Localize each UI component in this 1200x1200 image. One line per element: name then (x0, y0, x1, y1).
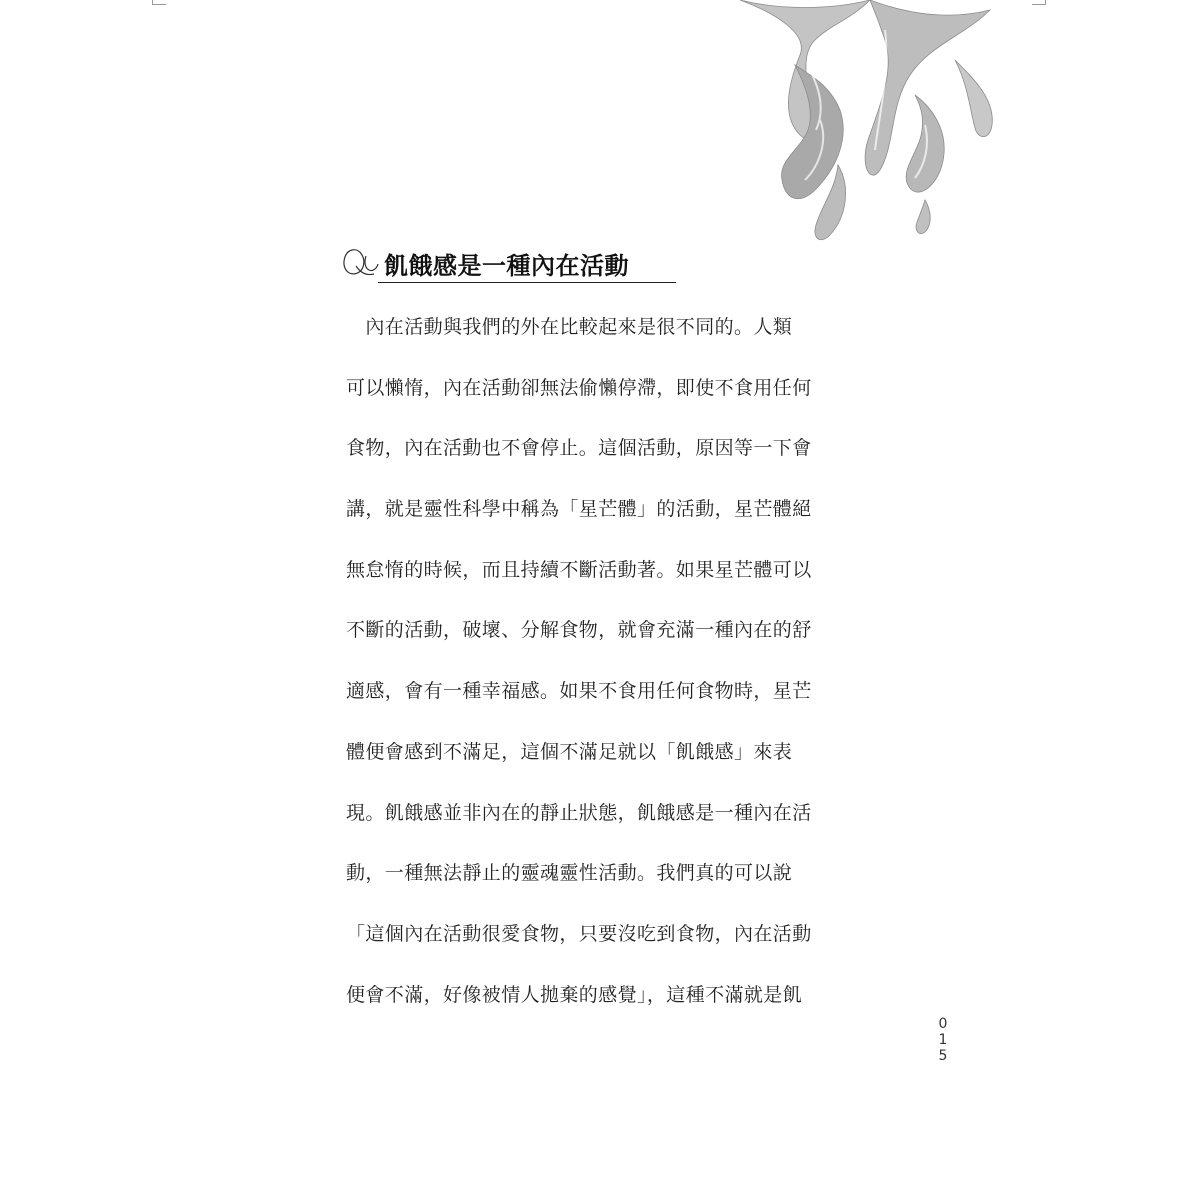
text-line: 適感，會有一種幸福感。如果不食用任何食物時，星芒 (346, 680, 812, 703)
section-heading (338, 242, 658, 286)
text-line: 內在活動與我們的外在比較起來是很不同的。人類 (346, 316, 793, 338)
body-text (346, 312, 866, 1040)
crop-mark-right (1032, 0, 1046, 5)
page-number-digit: 0 (938, 1016, 948, 1032)
text-line: 便會不滿，好像被情人拋棄的感覺」，這種不滿就是飢 (346, 983, 803, 1006)
text-line: 體便會感到不滿足，這個不滿足就以「飢餓感」來表 (346, 740, 793, 763)
text-line: 食物，內在活動也不會停止。這個活動，原因等一下會 (346, 437, 812, 460)
page-number (934, 1016, 952, 1064)
text-line: 動，一種無法靜止的靈魂靈性活動。我們真的可以說 (346, 862, 793, 885)
text-line: 無怠惰的時候，而且持續不斷活動著。如果星芒體可以 (346, 558, 812, 581)
text-line: 現。飢餓感並非內在的靜止狀態，飢餓感是一種內在活 (346, 801, 812, 824)
text-line: 可以懶惰，內在活動卻無法偷懶停滯，即使不食用任何 (346, 376, 812, 399)
text-line: 講，就是靈性科學中稱為「星芒體」的活動，星芒體絕 (346, 498, 812, 521)
crop-mark-left (152, 0, 166, 5)
page-number-digit: 1 (938, 1032, 948, 1048)
heading-underline (378, 282, 676, 283)
page-number-digit: 5 (938, 1048, 948, 1064)
text-line: 「這個內在活動很愛食物，只要沒吃到食物，內在活動 (346, 922, 812, 945)
q-letter-ornament-icon (338, 242, 382, 282)
ink-swirl-decoration (720, 0, 1020, 245)
section-title: 飢餓感是一種內在活動 (384, 252, 629, 280)
text-line: 不斷的活動，破壞、分解食物，就會充滿一種內在的舒 (346, 619, 812, 642)
